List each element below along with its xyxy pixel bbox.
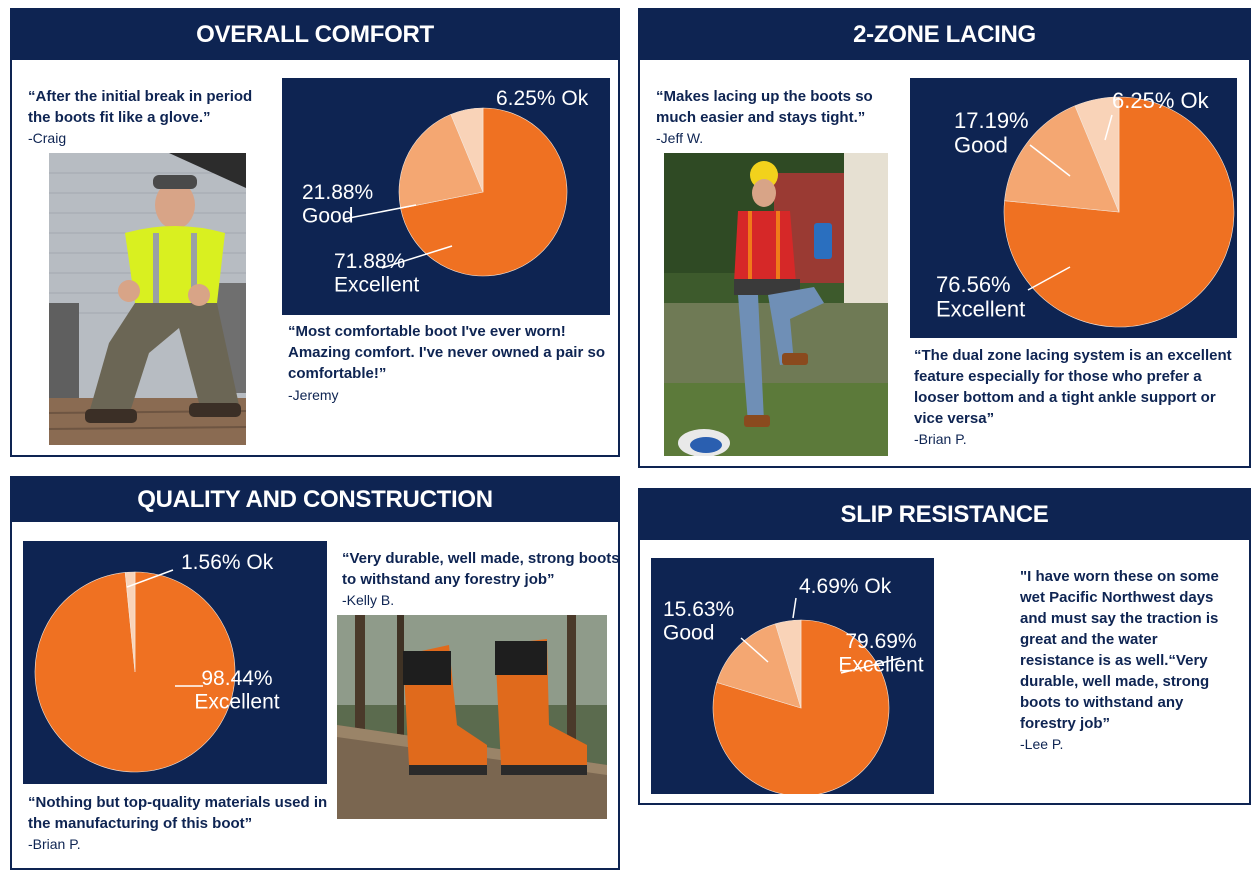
testimonial-author: -Jeremy	[288, 387, 339, 403]
overall-comfort-panel	[10, 8, 620, 457]
slice-label-ok: 6.25% Ok	[1112, 88, 1209, 113]
testimonial-author: -Kelly B.	[342, 592, 395, 608]
arborist-climbing-gear-photo	[664, 153, 888, 456]
testimonial-quote: “Nothing but top-quality materials used in the manufacturing of this boot”	[28, 794, 328, 832]
slice-label-excellent: 71.88% Excellent	[334, 250, 420, 297]
testimonial-author: -Brian P.	[914, 431, 967, 447]
leader-line-ok	[793, 598, 796, 618]
panel-title: SLIP RESISTANCE	[640, 490, 1249, 540]
slip-resistance-pie-chart	[651, 558, 934, 794]
slice-label-excellent: 76.56% Excellent	[936, 272, 1026, 322]
slice-label-good: 21.88% Good	[302, 181, 374, 228]
two-zone-lacing-pie-chart	[910, 78, 1237, 338]
testimonial-author: -Brian P.	[28, 836, 81, 852]
testimonial-quote: “Makes lacing up the boots so much easier and stays tight.”	[656, 88, 873, 126]
slice-label-good: 17.19% Good	[954, 108, 1029, 158]
slice-label-excellent: 98.44% Excellent	[194, 667, 280, 714]
testimonial-quote: “After the initial break in period the boots fit like a glove.”	[28, 88, 253, 126]
testimonial-quote: “Very durable, well made, strong boots to withstand any forestry job”	[342, 550, 620, 588]
testimonial-author: -Craig	[28, 130, 67, 146]
slice-label-good: 15.63% Good	[663, 598, 735, 645]
overall-comfort-pie-chart	[282, 78, 610, 315]
slice-label-ok: 1.56% Ok	[181, 551, 274, 574]
testimonial-quote: "I have worn these on some wet Pacific Northwest days and must say the traction is great and the water resistance is as well.“Very durable, well made, strong boots to withstand any forestry job”	[1020, 568, 1219, 732]
two-zone-lacing-panel	[638, 8, 1251, 468]
slice-label-ok: 4.69% Ok	[799, 575, 892, 598]
quality-construction-panel	[10, 476, 620, 870]
testimonial-quote: “The dual zone lacing system is an excellent feature especially for those who prefer a looser bottom and a tight ankle support or vice versa”	[914, 347, 1232, 427]
quality-construction-pie-chart	[23, 541, 327, 784]
panel-title: OVERALL COMFORT	[12, 10, 618, 60]
testimonial-author: -Jeff W.	[656, 130, 704, 146]
testimonial-quote: “Most comfortable boot I've ever worn! Amazing comfort. I've never owned a pair so comfortable!”	[288, 323, 605, 382]
slice-label-ok: 6.25% Ok	[496, 87, 589, 110]
slip-resistance-panel	[638, 488, 1251, 805]
slice-label-excellent: 79.69% Excellent	[838, 630, 924, 677]
orange-boots-on-railing-photo	[337, 615, 607, 819]
man-thumbs-up-photo	[49, 153, 246, 445]
panel-title: 2-ZONE LACING	[640, 10, 1249, 60]
panel-title: QUALITY AND CONSTRUCTION	[12, 478, 618, 522]
testimonial-author: -Lee P.	[1020, 736, 1064, 752]
